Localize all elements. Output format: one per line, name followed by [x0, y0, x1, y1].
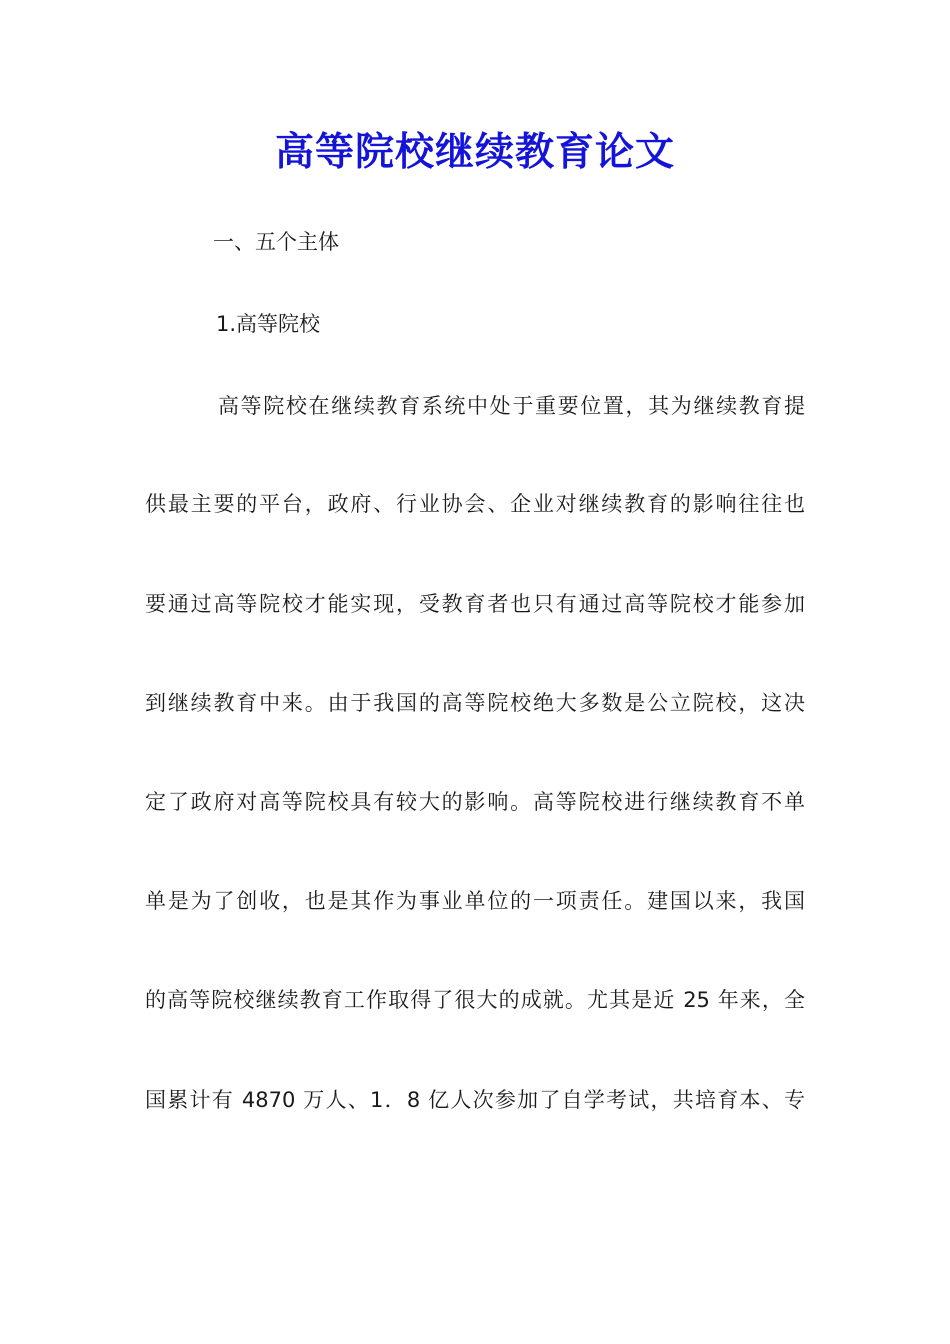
section-heading: 一、五个主体 — [213, 230, 339, 254]
paragraph-line: 国累计有 4870 万人、1．8 亿人次参加了自学考试，共培育本、专 — [145, 1088, 805, 1112]
paragraph-line: 高等院校在继续教育系统中处于重要位置，其为继续教育提 — [218, 394, 805, 418]
subsection-heading: 1.高等院校 — [216, 312, 321, 336]
paragraph-line: 供最主要的平台，政府、行业协会、企业对继续教育的影响往往也 — [145, 492, 805, 516]
paragraph-line: 定了政府对高等院校具有较大的影响。高等院校进行继续教育不单 — [145, 790, 805, 814]
document-title: 高等院校继续教育论文 — [274, 129, 675, 175]
paragraph-line: 的高等院校继续教育工作取得了很大的成就。尤其是近 25 年来，全 — [145, 988, 805, 1012]
paragraph-line: 要通过高等院校才能实现，受教育者也只有通过高等院校才能参加 — [145, 592, 805, 616]
paragraph-line: 到继续教育中来。由于我国的高等院校绝大多数是公立院校，这决 — [145, 691, 805, 715]
paragraph-line: 单是为了创收，也是其作为事业单位的一项责任。建国以来，我国 — [145, 889, 805, 913]
